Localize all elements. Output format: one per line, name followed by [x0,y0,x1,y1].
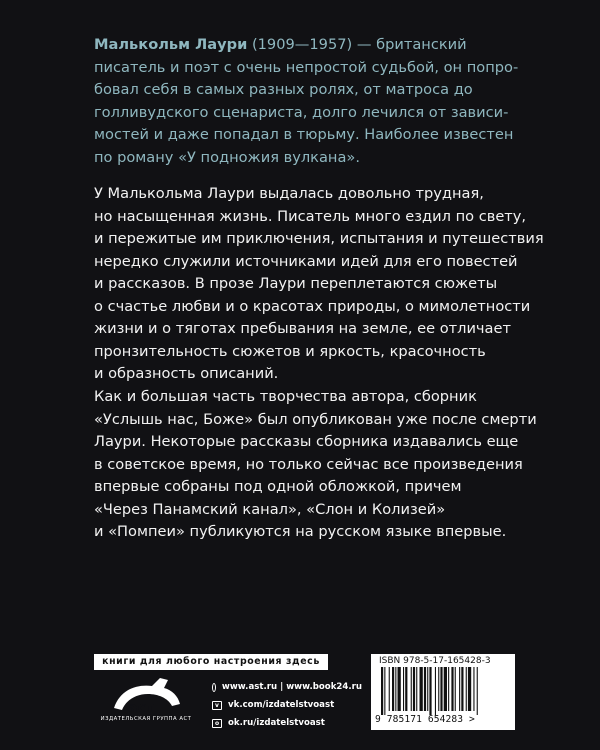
barcode-digits: 9 785171 654283 > [375,714,475,725]
barcode-bar [405,667,407,711]
text-line: «Услышь нас, Боже» был опубликован уже после смерти [94,410,537,428]
description-paragraph-2 [94,386,537,544]
barcode-bar [435,667,436,715]
text-line: и образность описаний. [94,365,279,382]
web-links-row[interactable] [212,678,362,696]
barcode-bar [420,667,423,711]
publisher-caption: ИЗДАТЕЛЬСКАЯ ГРУППА АСТ [100,716,192,722]
text-line: «Через Панамский канал», «Слон и Колизей» [94,500,446,518]
barcode-bar [451,667,453,711]
publisher-links [212,678,362,732]
barcode-bar [416,667,417,711]
barcode-bar [403,667,404,711]
text-line: и «Помпеи» публикуются на русском языке впервые. [94,523,507,540]
barcode-bar [395,667,396,711]
bio-first-line-rest: (1909—1957) — британский [247,36,467,53]
barcode-bar [413,667,415,711]
barcode-box [371,654,515,730]
text-line: Лаури. Некоторые рассказы сборника издавались еще [94,433,519,450]
tagline-bar: книги для любого настроения здесь [94,654,328,670]
text-line: впервые собраны под одной обложкой, причем [94,478,462,495]
web-links[interactable]: www.ast.ru | www.book24.ru [221,682,362,692]
text-line: и пережитые им приключения, испытания и путешествия [94,230,544,247]
barcode-bar [444,667,447,711]
barcode-bar [398,667,401,711]
bio-line: голливудского сценариста, долго лечился от зависи- [94,103,509,121]
barcode-bar [427,667,428,711]
text-line: У Малькольма Лаури выдалась довольно трудная, [94,185,484,202]
barcode-bar [429,667,431,715]
barcode-bar [468,667,471,711]
barcode-bar [438,667,439,711]
text-line: пронзительность сюжетов и яркость, красочность [94,342,486,360]
barcode-bar [455,667,456,711]
barcode-bar [459,667,460,711]
barcode-bar [473,667,474,711]
text-line: жизни и о тяготах пребывания на земле, ее отличает [94,320,511,337]
ast-logo [106,676,186,716]
barcode-bar [411,667,412,711]
vk-icon: v [212,701,222,710]
ast-logo-text: аст [128,700,154,716]
barcode-bar [461,667,463,711]
vk-link[interactable]: vk.com/izdatelstvoast [228,700,335,710]
barcode [381,667,505,715]
barcode-bar [448,667,449,711]
bio-line: по роману «У подножия вулкана». [94,148,360,166]
barcode-bar [392,667,394,711]
text-line: но насыщенная жизнь. Писатель много ездил по свету, [94,207,527,225]
text-line: о счастье любви и о красотах природы, о мимолетности [94,297,531,315]
barcode-bar [466,667,467,711]
author-bio [94,34,519,169]
barcode-bar [440,667,442,711]
ok-icon: o [212,719,222,728]
bio-line: мостей и даже попадал в тюрьму. Наиболее известен [94,126,514,143]
text-line: Как и большая часть творчества автора, сборник [94,388,477,405]
bio-line: бовал себя в самых разных ролях, от матроса до [94,81,473,98]
ok-link[interactable]: ok.ru/izdatelstvoast [228,718,325,728]
description-paragraph-1 [94,183,544,386]
globe-icon [212,683,216,692]
barcode-bar [424,667,426,711]
ok-link-row[interactable] [212,714,362,732]
isbn-text: ISBN 978-5-17-165428-3 [379,656,491,666]
bio-first-line [94,34,514,57]
bio-line: писатель и поэт с очень непростой судьбой, он попро- [94,58,519,76]
text-line: в советское время, но только сейчас все произведения [94,455,523,473]
barcode-bar [389,667,390,711]
vk-link-row[interactable] [212,696,362,714]
barcode-bar [381,667,383,715]
barcode-bar [477,667,478,715]
text-line: нередко служили источниками идей для его повестей [94,252,518,270]
barcode-bar [384,667,385,715]
text-line: и рассказов. В прозе Лаури переплетаются сюжеты [94,275,498,292]
author-name: Малькольм Лаури [94,36,248,53]
